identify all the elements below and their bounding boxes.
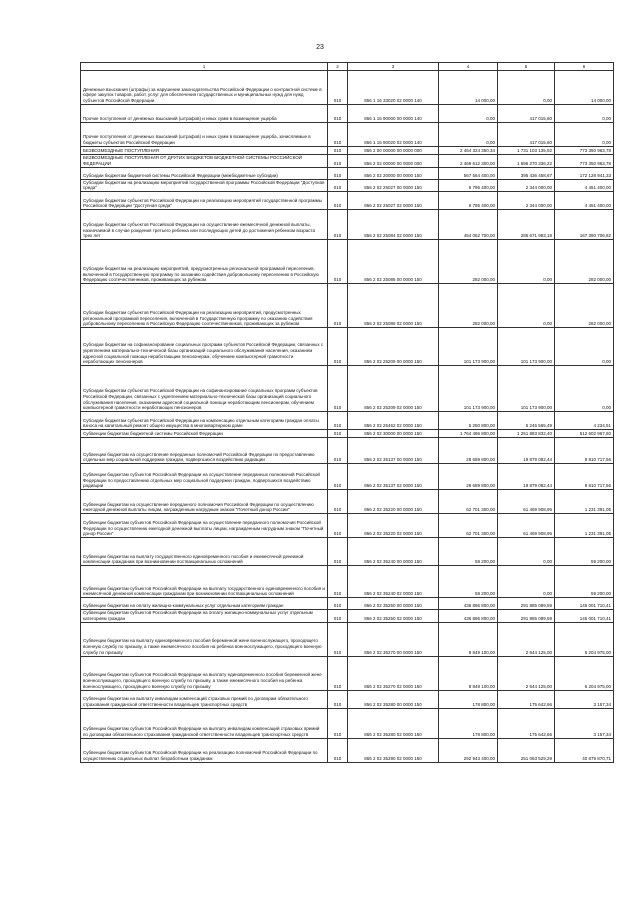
- row-name-cell: Субвенции бюджетам субъектов Российской Федерации на выплату единовременного пособия беременной жене военнослужащего, проходящего военную службу по призыву, а также ежемесячного пособия на ребенка военнослужащего, проходящего военную службу по призыву: [81, 656, 328, 690]
- table-row: [81, 538, 614, 566]
- row-executed-cell: 1 696 270 336,22: [498, 155, 555, 168]
- row-code-cell: 010: [328, 566, 348, 598]
- row-name-cell: БЕЗВОЗМЕЗДНЫЕ ПОСТУПЛЕНИЯ: [81, 147, 328, 155]
- row-unexecuted-cell: 8 810 717,56: [555, 464, 614, 490]
- row-executed-cell: 1 731 103 135,92: [498, 147, 555, 155]
- row-name-cell: Субсидии бюджетам субъектов Российской Федерации на софинансирование социальных программ субъектов Российской Федерации, связанных с укреплением материально-технической базы организаций социального обслуживания населения, оказанием адресной социальной помощи неработающим пенсионерам, обучением компьютерной грамотности неработающих пенсионеров: [81, 366, 328, 412]
- row-kbk-cell: 856 2 02 35280 02 0000 150: [348, 708, 439, 738]
- row-name-cell: Субвенции бюджетам субъектов Российской Федерации на выплату инвалидам компенсаций страховых премий по договорам обязательного страхования гражданской ответственности владельцев транспортных средств: [81, 708, 328, 738]
- row-kbk-cell: 856 2 02 35250 02 0000 150: [348, 610, 439, 623]
- row-executed-cell: 0,00: [498, 284, 555, 328]
- row-name-cell: Субвенции бюджетам бюджетной системы Российской Федерации: [81, 430, 328, 438]
- row-unexecuted-cell: 0,00: [555, 328, 614, 366]
- row-unexecuted-cell: 14 000,00: [555, 71, 614, 105]
- table-row: [81, 490, 614, 514]
- row-executed-cell: 19 879 082,44: [498, 464, 555, 490]
- row-code-cell: 010: [328, 240, 348, 284]
- row-executed-cell: 286 671 993,18: [498, 210, 555, 240]
- page-number: 23: [316, 44, 324, 51]
- header-row: [81, 63, 614, 71]
- row-unexecuted-cell: 145 001 710,41: [555, 598, 614, 610]
- row-approved-cell: 282 000,00: [439, 284, 498, 328]
- row-name-cell: Субсидии бюджетам на софинансирование социальных программ субъектов Российской Федерации, связанных с укреплением материально-технической базы организаций социального обслуживания населения, оказанием адресной социальной помощи неработающим пенсионерам, обучением компьютерной грамотности неработающих пенсионеров: [81, 328, 328, 366]
- row-name-cell: Субсидии бюджетам субъектов Российской Федерации на компенсацию отдельным категориям граждан оплаты взноса на капитальный ремонт общего имущества в многоквартирном доме: [81, 412, 328, 430]
- table-row: [81, 210, 614, 240]
- row-executed-cell: 101 173 900,00: [498, 366, 555, 412]
- row-kbk-cell: 856 2 02 25462 02 0000 150: [348, 412, 439, 430]
- row-kbk-cell: 856 2 02 25027 02 0000 150: [348, 192, 439, 210]
- table-row: [81, 566, 614, 598]
- row-kbk-cell: 856 1 16 90020 02 0000 140: [348, 123, 439, 147]
- row-code-cell: 010: [328, 598, 348, 610]
- table-row: [81, 328, 614, 366]
- row-approved-cell: 2 469 612 300,00: [439, 155, 498, 168]
- row-approved-cell: 292 943 400,00: [439, 738, 498, 762]
- row-executed-cell: 2 644 125,00: [498, 622, 555, 656]
- row-approved-cell: 5 250 800,00: [439, 412, 498, 430]
- row-executed-cell: 0,00: [498, 240, 555, 284]
- row-name-cell: Субсидии бюджетам субъектов Российской Федерации на реализацию мероприятий, предусмотренных региональной программой переселения, включенной в Государственную программу по оказанию содействия добровольному переселению в Российскую Федерацию соотечественников, проживающих за рубежом: [81, 284, 328, 328]
- row-approved-cell: 6 795 400,00: [439, 192, 498, 210]
- row-approved-cell: 8 849 100,00: [439, 622, 498, 656]
- row-name-cell: Субсидии бюджетам на реализацию мероприятий государственной программы Российской Федерации "Доступная среда": [81, 179, 328, 192]
- row-kbk-cell: 856 2 02 35290 02 0000 150: [348, 738, 439, 762]
- row-code-cell: 010: [328, 656, 348, 690]
- row-executed-cell: 291 885 089,59: [498, 598, 555, 610]
- row-name-cell: Субвенции бюджетам на оплату жилищно-коммунальных услуг отдельным категориям граждан: [81, 598, 328, 610]
- row-executed-cell: 1 251 883 832,40: [498, 430, 555, 438]
- table-row: [81, 123, 614, 147]
- row-executed-cell: 61 469 908,95: [498, 490, 555, 514]
- table-row: [81, 366, 614, 412]
- row-approved-cell: 62 701 300,00: [439, 490, 498, 514]
- column-header-6: 6: [555, 63, 614, 71]
- row-unexecuted-cell: 1 231 391,05: [555, 490, 614, 514]
- table-row: [81, 412, 614, 430]
- row-name-cell: Субвенции бюджетам на осуществление переданных полномочий Российской Федерации по предоставлению отдельных мер социальной поддержки граждан, подвергшихся воздействию радиации: [81, 438, 328, 464]
- row-executed-cell: 395 436 458,67: [498, 167, 555, 179]
- row-approved-cell: 0,00: [439, 123, 498, 147]
- table-row: [81, 430, 614, 438]
- row-approved-cell: 454 062 700,00: [439, 210, 498, 240]
- row-approved-cell: 0,00: [439, 105, 498, 123]
- row-executed-cell: 0,00: [498, 538, 555, 566]
- row-unexecuted-cell: 1 231 391,05: [555, 514, 614, 538]
- row-code-cell: 010: [328, 167, 348, 179]
- row-kbk-cell: 856 2 02 35270 00 0000 150: [348, 622, 439, 656]
- budget-execution-table: [80, 62, 614, 763]
- row-executed-cell: 291 885 089,59: [498, 610, 555, 623]
- row-executed-cell: 0,00: [498, 71, 555, 105]
- row-kbk-cell: 856 2 02 20000 00 0000 150: [348, 167, 439, 179]
- table-row: [81, 598, 614, 610]
- table-row: [81, 438, 614, 464]
- row-code-cell: 010: [328, 708, 348, 738]
- row-code-cell: 010: [328, 610, 348, 623]
- row-name-cell: Субсидии бюджетам субъектов Российской Федерации на осуществление ежемесячной денежной выплаты, назначаемой в случае рождения третьего ребенка или последующих детей до достижения ребенком возраста трех лет: [81, 210, 328, 240]
- table-row: [81, 738, 614, 762]
- row-unexecuted-cell: 282 000,00: [555, 240, 614, 284]
- column-header-5: 5: [498, 63, 555, 71]
- row-approved-cell: 28 689 800,00: [439, 438, 498, 464]
- row-kbk-cell: 856 2 02 25209 00 0000 150: [348, 328, 439, 366]
- row-kbk-cell: 856 2 02 25086 00 0000 150: [348, 240, 439, 284]
- row-kbk-cell: 856 2 02 25209 02 0000 150: [348, 366, 439, 412]
- row-kbk-cell: 856 2 02 25027 00 0000 150: [348, 179, 439, 192]
- row-approved-cell: 59 200,00: [439, 538, 498, 566]
- row-approved-cell: 8 849 100,00: [439, 656, 498, 690]
- row-executed-cell: 175 642,66: [498, 708, 555, 738]
- row-kbk-cell: 856 2 02 35240 00 0000 150: [348, 538, 439, 566]
- row-name-cell: Субвенции бюджетам субъектов Российской Федерации на реализацию полномочий Российской Федерации по осуществлению социальных выплат безработным гражданам: [81, 738, 328, 762]
- row-approved-cell: 101 173 900,00: [439, 328, 498, 366]
- row-approved-cell: 62 701 300,00: [439, 514, 498, 538]
- row-code-cell: 010: [328, 412, 348, 430]
- row-code-cell: 010: [328, 490, 348, 514]
- row-code-cell: 010: [328, 105, 348, 123]
- row-kbk-cell: 856 2 02 25084 02 0000 150: [348, 210, 439, 240]
- row-executed-cell: 2 344 000,00: [498, 179, 555, 192]
- row-kbk-cell: 856 2 02 35137 02 0000 150: [348, 464, 439, 490]
- row-code-cell: 010: [328, 155, 348, 168]
- row-name-cell: Прочие поступления от денежных взысканий (штрафов) и иных сумм в возмещение ущерба: [81, 105, 328, 123]
- row-unexecuted-cell: 40 879 870,71: [555, 738, 614, 762]
- row-unexecuted-cell: 3 157,34: [555, 708, 614, 738]
- row-approved-cell: 567 564 400,00: [439, 167, 498, 179]
- row-code-cell: 010: [328, 179, 348, 192]
- row-name-cell: Субвенции бюджетам на осуществление переданного полномочия Российской Федерации по осуществлению ежегодной денежной выплаты лицам, награжденным нагрудным знаком "Почетный донор России": [81, 490, 328, 514]
- row-executed-cell: 175 642,66: [498, 690, 555, 708]
- row-name-cell: Прочие поступления от денежных взысканий (штрафов) и иных сумм в возмещение ущерба, зачисляемые в бюджеты субъектов Российской Федерации: [81, 123, 328, 147]
- table-row: [81, 610, 614, 623]
- row-unexecuted-cell: 4 234,51: [555, 412, 614, 430]
- table-row: [81, 708, 614, 738]
- row-kbk-cell: 856 2 02 00000 00 0000 000: [348, 155, 439, 168]
- table-row: [81, 167, 614, 179]
- column-header-4: 4: [439, 63, 498, 71]
- table-row: [81, 147, 614, 155]
- row-unexecuted-cell: 0,00: [555, 366, 614, 412]
- row-executed-cell: 61 469 908,95: [498, 514, 555, 538]
- row-code-cell: 010: [328, 738, 348, 762]
- row-kbk-cell: 856 2 02 35240 02 0000 150: [348, 566, 439, 598]
- table-row: [81, 284, 614, 328]
- row-approved-cell: 6 795 400,00: [439, 179, 498, 192]
- row-approved-cell: 14 000,00: [439, 71, 498, 105]
- table-row: [81, 71, 614, 105]
- row-unexecuted-cell: 512 602 967,60: [555, 430, 614, 438]
- row-kbk-cell: 856 2 02 35280 00 0000 150: [348, 690, 439, 708]
- row-code-cell: 010: [328, 284, 348, 328]
- row-executed-cell: 251 063 529,29: [498, 738, 555, 762]
- row-approved-cell: 178 800,00: [439, 690, 498, 708]
- row-kbk-cell: 856 1 16 33020 02 0000 140: [348, 71, 439, 105]
- row-name-cell: Денежные взыскания (штрафы) за нарушение законодательства Российской Федерации о контрактной системе в сфере закупок товаров, работ, услуг для обеспечения государственных и муниципальных нужд для нужд субъектов Российской Федерации: [81, 71, 328, 105]
- row-approved-cell: 1 764 486 800,00: [439, 430, 498, 438]
- row-kbk-cell: 856 2 00 00000 00 0000 000: [348, 147, 439, 155]
- row-name-cell: Субвенции бюджетам субъектов Российской Федерации на оплату жилищно-коммунальных услуг отдельным категориям граждан: [81, 610, 328, 623]
- row-code-cell: 010: [328, 514, 348, 538]
- row-approved-cell: 101 173 900,00: [439, 366, 498, 412]
- row-unexecuted-cell: 773 350 963,78: [555, 147, 614, 155]
- row-unexecuted-cell: 167 390 706,82: [555, 210, 614, 240]
- table-row: [81, 192, 614, 210]
- row-executed-cell: 417 015,60: [498, 123, 555, 147]
- row-executed-cell: 417 015,60: [498, 105, 555, 123]
- row-name-cell: БЕЗВОЗМЕЗДНЫЕ ПОСТУПЛЕНИЯ ОТ ДРУГИХ БЮДЖЕТОВ БЮДЖЕТНОЙ СИСТЕМЫ РОССИЙСКОЙ ФЕДЕРАЦИИ: [81, 155, 328, 168]
- row-approved-cell: 59 200,00: [439, 566, 498, 598]
- row-unexecuted-cell: 4 451 400,00: [555, 192, 614, 210]
- row-code-cell: 010: [328, 328, 348, 366]
- row-executed-cell: 2 644 125,00: [498, 656, 555, 690]
- row-executed-cell: 101 173 900,00: [498, 328, 555, 366]
- row-code-cell: 010: [328, 147, 348, 155]
- row-name-cell: Субсидии бюджетам бюджетной системы Российской Федерации (межбюджетные субсидии): [81, 167, 328, 179]
- row-approved-cell: 436 886 800,00: [439, 610, 498, 623]
- row-name-cell: Субвенции бюджетам на выплату единовременного пособия беременной жене военнослужащего, проходящего военную службу по призыву, а также ежемесячного пособия на ребенка военнослужащего, проходящего военную службу по призыву: [81, 622, 328, 656]
- row-code-cell: 010: [328, 538, 348, 566]
- row-code-cell: 010: [328, 366, 348, 412]
- row-kbk-cell: 856 2 02 25086 02 0000 150: [348, 284, 439, 328]
- row-name-cell: Субвенции бюджетам субъектов Российской Федерации на осуществление переданного полномочия Российской Федерации по осуществлению ежегодной денежной выплаты лицам, награжденным нагрудным знаком "Почетный донор России": [81, 514, 328, 538]
- row-kbk-cell: 856 2 02 35220 00 0000 150: [348, 490, 439, 514]
- row-executed-cell: 0,00: [498, 566, 555, 598]
- row-unexecuted-cell: 4 451 400,00: [555, 179, 614, 192]
- row-unexecuted-cell: 172 128 941,33: [555, 167, 614, 179]
- row-name-cell: Субвенции бюджетам субъектов Российской Федерации на осуществление переданных полномочий Российской Федерации по предоставлению отдельных мер социальной поддержки граждан, подвергшихся воздействию радиации: [81, 464, 328, 490]
- row-kbk-cell: 856 1 16 90000 00 0000 140: [348, 105, 439, 123]
- row-kbk-cell: 856 2 02 35250 00 0000 150: [348, 598, 439, 610]
- row-code-cell: 010: [328, 690, 348, 708]
- row-name-cell: Субсидии бюджетам на реализацию мероприятий, предусмотренных региональной программой переселения, включенной в Государственную программу по оказанию содействия добровольному переселению в Российскую Федерацию соотечественников, проживающих за рубежом: [81, 240, 328, 284]
- row-code-cell: 010: [328, 210, 348, 240]
- row-approved-cell: 2 464 324 350,34: [439, 147, 498, 155]
- row-code-cell: 010: [328, 622, 348, 656]
- row-approved-cell: 282 000,00: [439, 240, 498, 284]
- row-unexecuted-cell: 8 810 717,56: [555, 438, 614, 464]
- row-name-cell: Субвенции бюджетам на выплату государственного единовременного пособия и ежемесячной денежной компенсации гражданам при возникновении поствакцинальных осложнений: [81, 538, 328, 566]
- table-row: [81, 240, 614, 284]
- row-code-cell: 010: [328, 192, 348, 210]
- row-kbk-cell: 856 2 02 35270 02 0000 150: [348, 656, 439, 690]
- row-code-cell: 010: [328, 464, 348, 490]
- row-code-cell: 010: [328, 430, 348, 438]
- row-approved-cell: 28 689 800,00: [439, 464, 498, 490]
- table-row: [81, 464, 614, 490]
- row-unexecuted-cell: 282 000,00: [555, 284, 614, 328]
- row-unexecuted-cell: 59 200,00: [555, 538, 614, 566]
- row-executed-cell: 19 879 082,44: [498, 438, 555, 464]
- table-row: [81, 622, 614, 656]
- table-row: [81, 179, 614, 192]
- row-code-cell: 010: [328, 438, 348, 464]
- row-name-cell: Субвенции бюджетам на выплату инвалидам компенсаций страховых премий по договорам обязательного страхования гражданской ответственности владельцев транспортных средств: [81, 690, 328, 708]
- column-header-2: 2: [328, 63, 348, 71]
- table-row: [81, 155, 614, 168]
- row-name-cell: Субсидии бюджетам субъектов Российской Федерации на реализацию мероприятий государственной программы Российской Федерации "Доступная среда": [81, 192, 328, 210]
- row-code-cell: 010: [328, 123, 348, 147]
- row-unexecuted-cell: 145 001 710,41: [555, 610, 614, 623]
- row-unexecuted-cell: 773 350 963,78: [555, 155, 614, 168]
- row-kbk-cell: 856 2 02 30000 00 0000 150: [348, 430, 439, 438]
- row-executed-cell: 2 344 000,00: [498, 192, 555, 210]
- table-row: [81, 105, 614, 123]
- row-approved-cell: 178 800,00: [439, 708, 498, 738]
- table-row: [81, 656, 614, 690]
- column-header-3: 3: [348, 63, 439, 71]
- row-unexecuted-cell: 59 200,00: [555, 566, 614, 598]
- table-row: [81, 514, 614, 538]
- row-unexecuted-cell: 3 157,34: [555, 690, 614, 708]
- row-approved-cell: 436 886 800,00: [439, 598, 498, 610]
- row-code-cell: 010: [328, 71, 348, 105]
- row-unexecuted-cell: 6 204 975,00: [555, 622, 614, 656]
- row-executed-cell: 5 246 565,49: [498, 412, 555, 430]
- row-kbk-cell: 856 2 02 35137 00 0000 150: [348, 438, 439, 464]
- row-kbk-cell: 856 2 02 35220 02 0000 150: [348, 514, 439, 538]
- row-name-cell: Субвенции бюджетам субъектов Российской Федерации на выплату государственного единовременного пособия и ежемесячной денежной компенсации гражданам при возникновении поствакцинальных осложнений: [81, 566, 328, 598]
- row-unexecuted-cell: 6 204 975,00: [555, 656, 614, 690]
- row-unexecuted-cell: 0,00: [555, 123, 614, 147]
- row-unexecuted-cell: 0,00: [555, 105, 614, 123]
- table-row: [81, 690, 614, 708]
- column-header-1: 1: [81, 63, 328, 71]
